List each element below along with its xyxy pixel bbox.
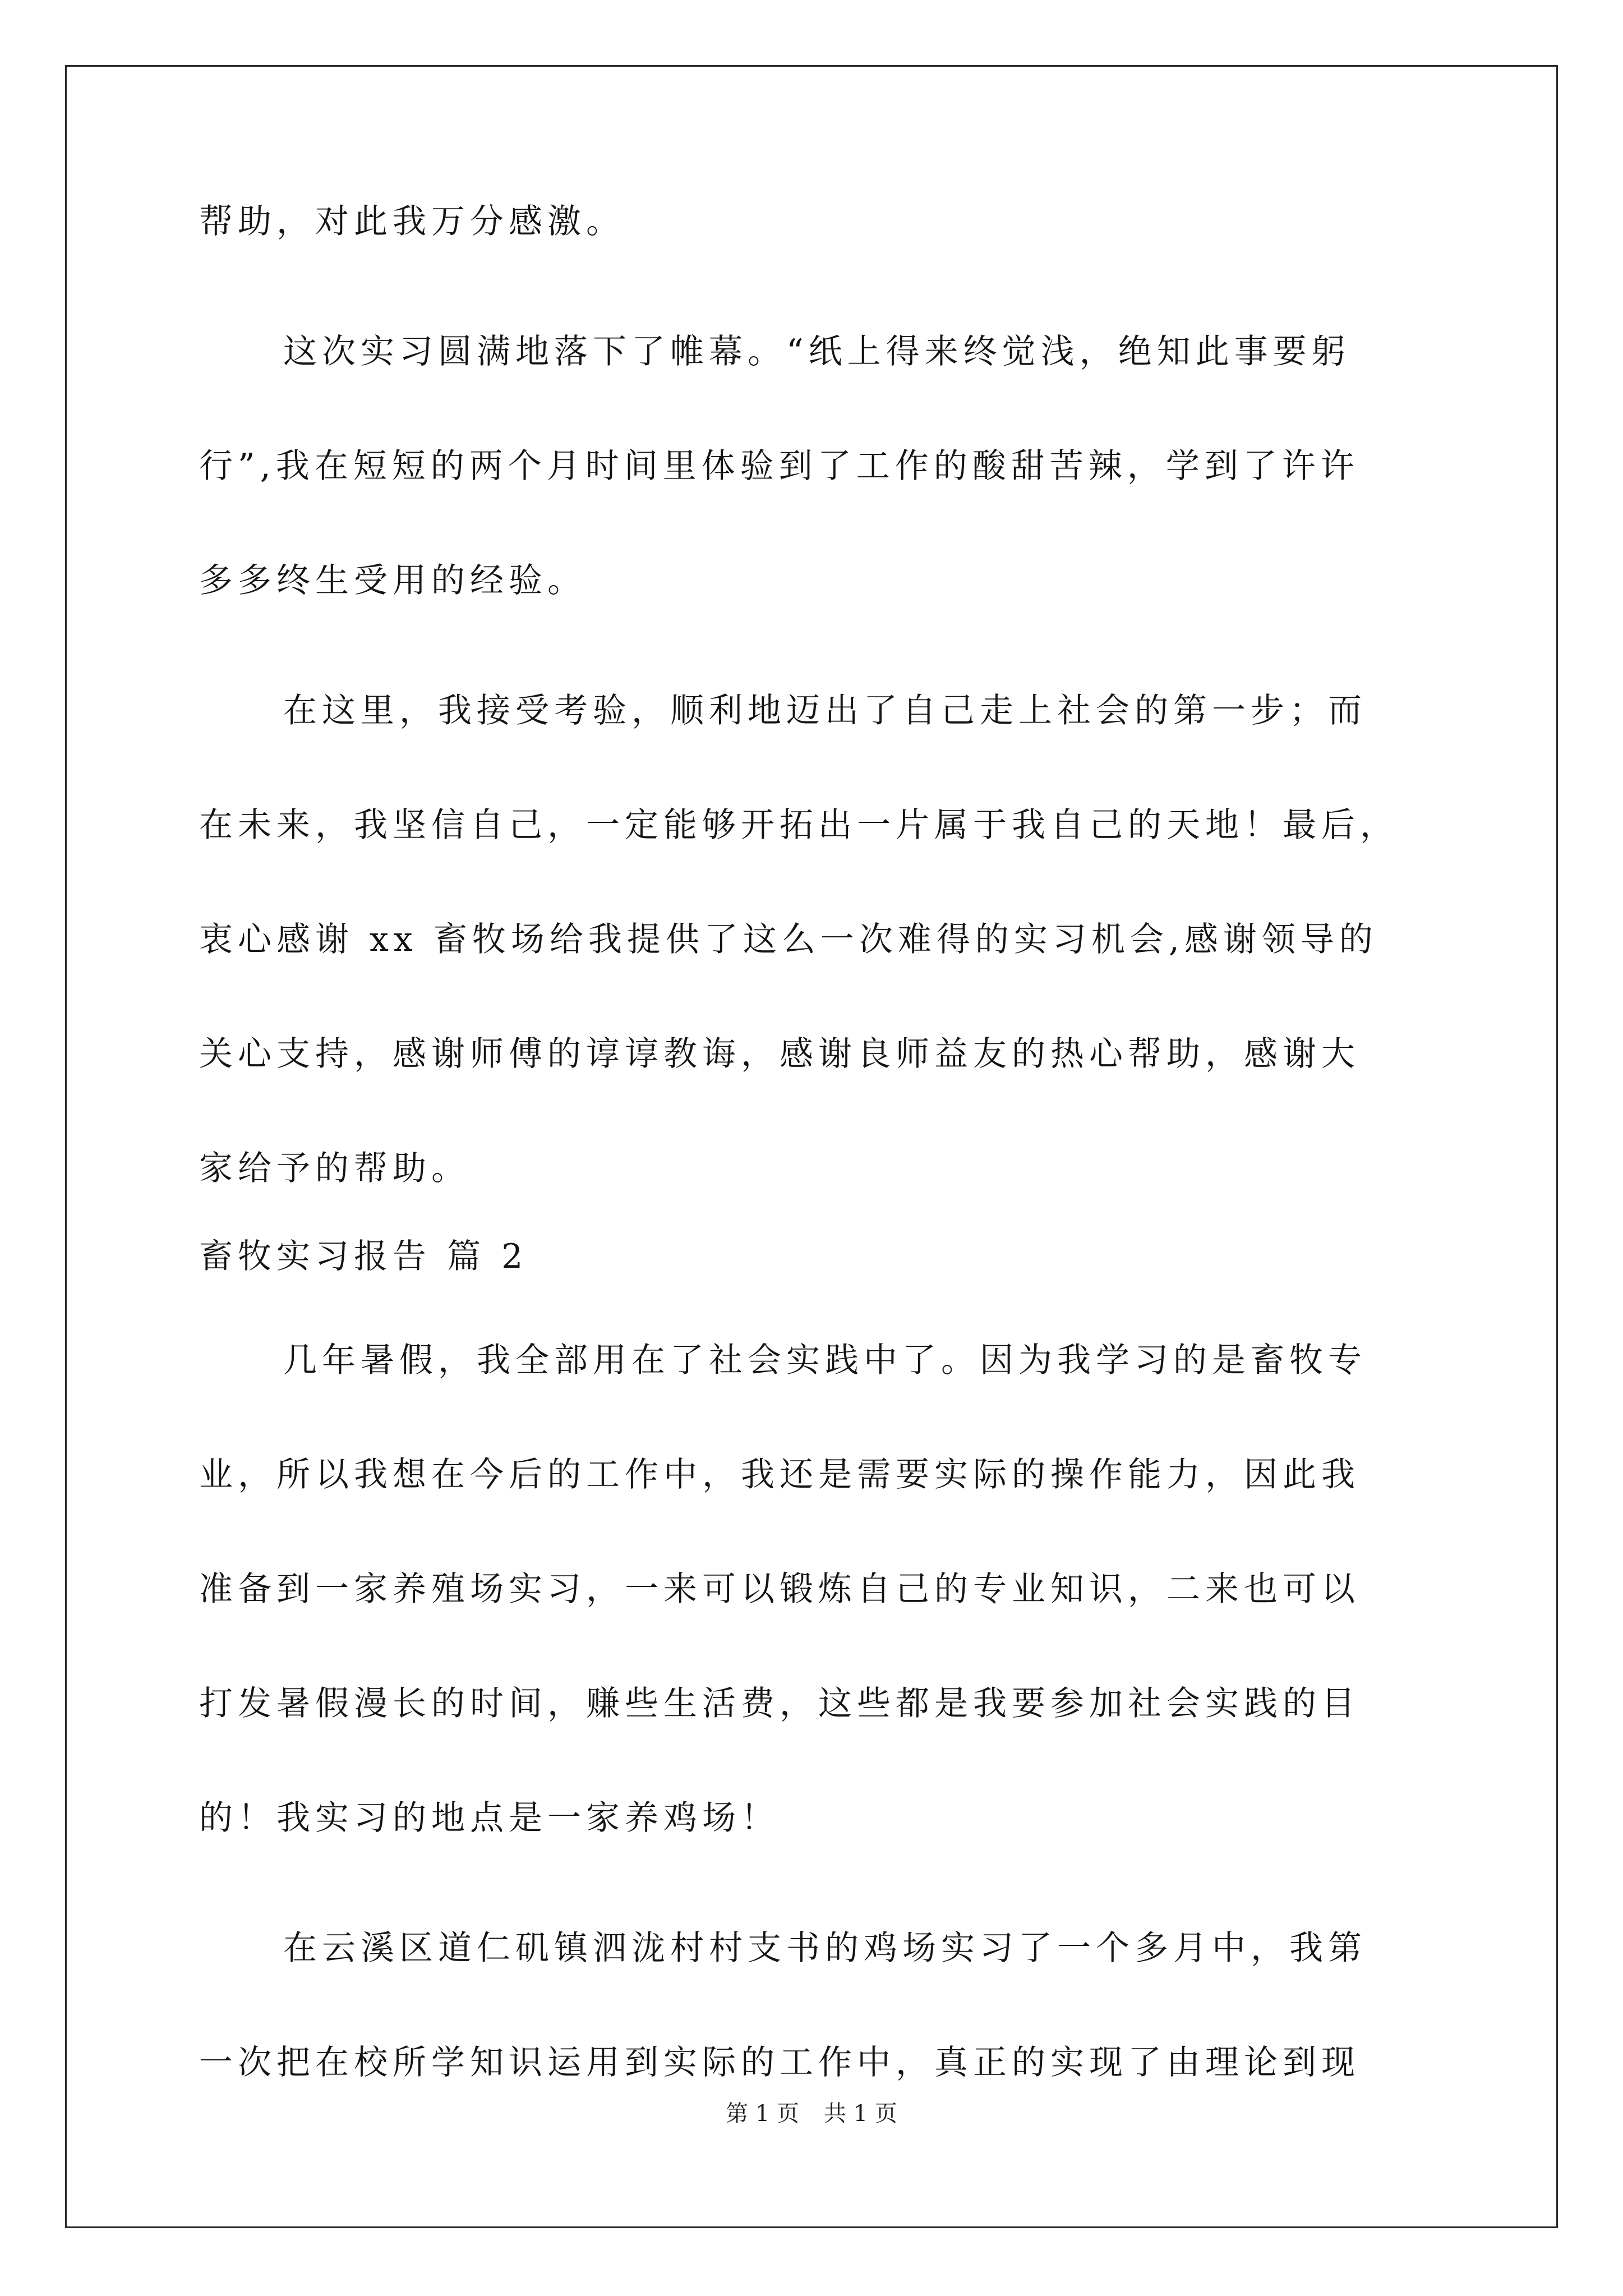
text-line: 的！我实习的地点是一家养鸡场！ [199,1798,780,1838]
text-line: 业，所以我想在今后的工作中，我还是需要实际的操作能力，因此我 [199,1455,1360,1494]
text-line: 多多终生受用的经验。 [199,561,586,600]
text-line: 在这里，我接受考验，顺利地迈出了自己走上社会的第一步；而 [283,691,1367,730]
text-line: 帮助，对此我万分感激。 [199,202,625,241]
text-line: 打发暑假漫长的时间，赚些生活费，这些都是我要参加社会实践的目 [199,1684,1360,1723]
text-line: 这次实习圆满地落下了帷幕。“纸上得来终觉浅，绝知此事要躬 [283,332,1350,371]
text-line: 衷心感谢 xx 畜牧场给我提供了这么一次难得的实习机会,感谢领导的 [199,920,1378,959]
section-heading: 畜牧实习报告 篇 2 [199,1237,528,1276]
text-line: 几年暑假，我全部用在了社会实践中了。因为我学习的是畜牧专 [283,1341,1367,1380]
text-line: 一次把在校所学知识运用到实际的工作中，真正的实现了由理论到现 [199,2043,1360,2082]
text-line: 准备到一家养殖场实习，一来可以锻炼自己的专业知识，二来也可以 [199,1570,1360,1609]
page-footer [0,2100,1623,2128]
page-number-total: 共 1 页 [824,2101,897,2127]
text-line: 关心支持，感谢师傅的谆谆教诲，感谢良师益友的热心帮助，感谢大 [199,1034,1360,1074]
text-line: 行”,我在短短的两个月时间里体验到了工作的酸甜苦辣，学到了许许 [199,447,1359,486]
text-line: 家给予的帮助。 [199,1149,470,1188]
text-line: 在云溪区道仁矶镇泗泷村村支书的鸡场实习了一个多月中，我第 [283,1929,1367,1968]
page-number-current: 第 1 页 [726,2101,799,2127]
text-line: 在未来，我坚信自己，一定能够开拓出一片属于我自己的天地！最后， [199,806,1399,845]
